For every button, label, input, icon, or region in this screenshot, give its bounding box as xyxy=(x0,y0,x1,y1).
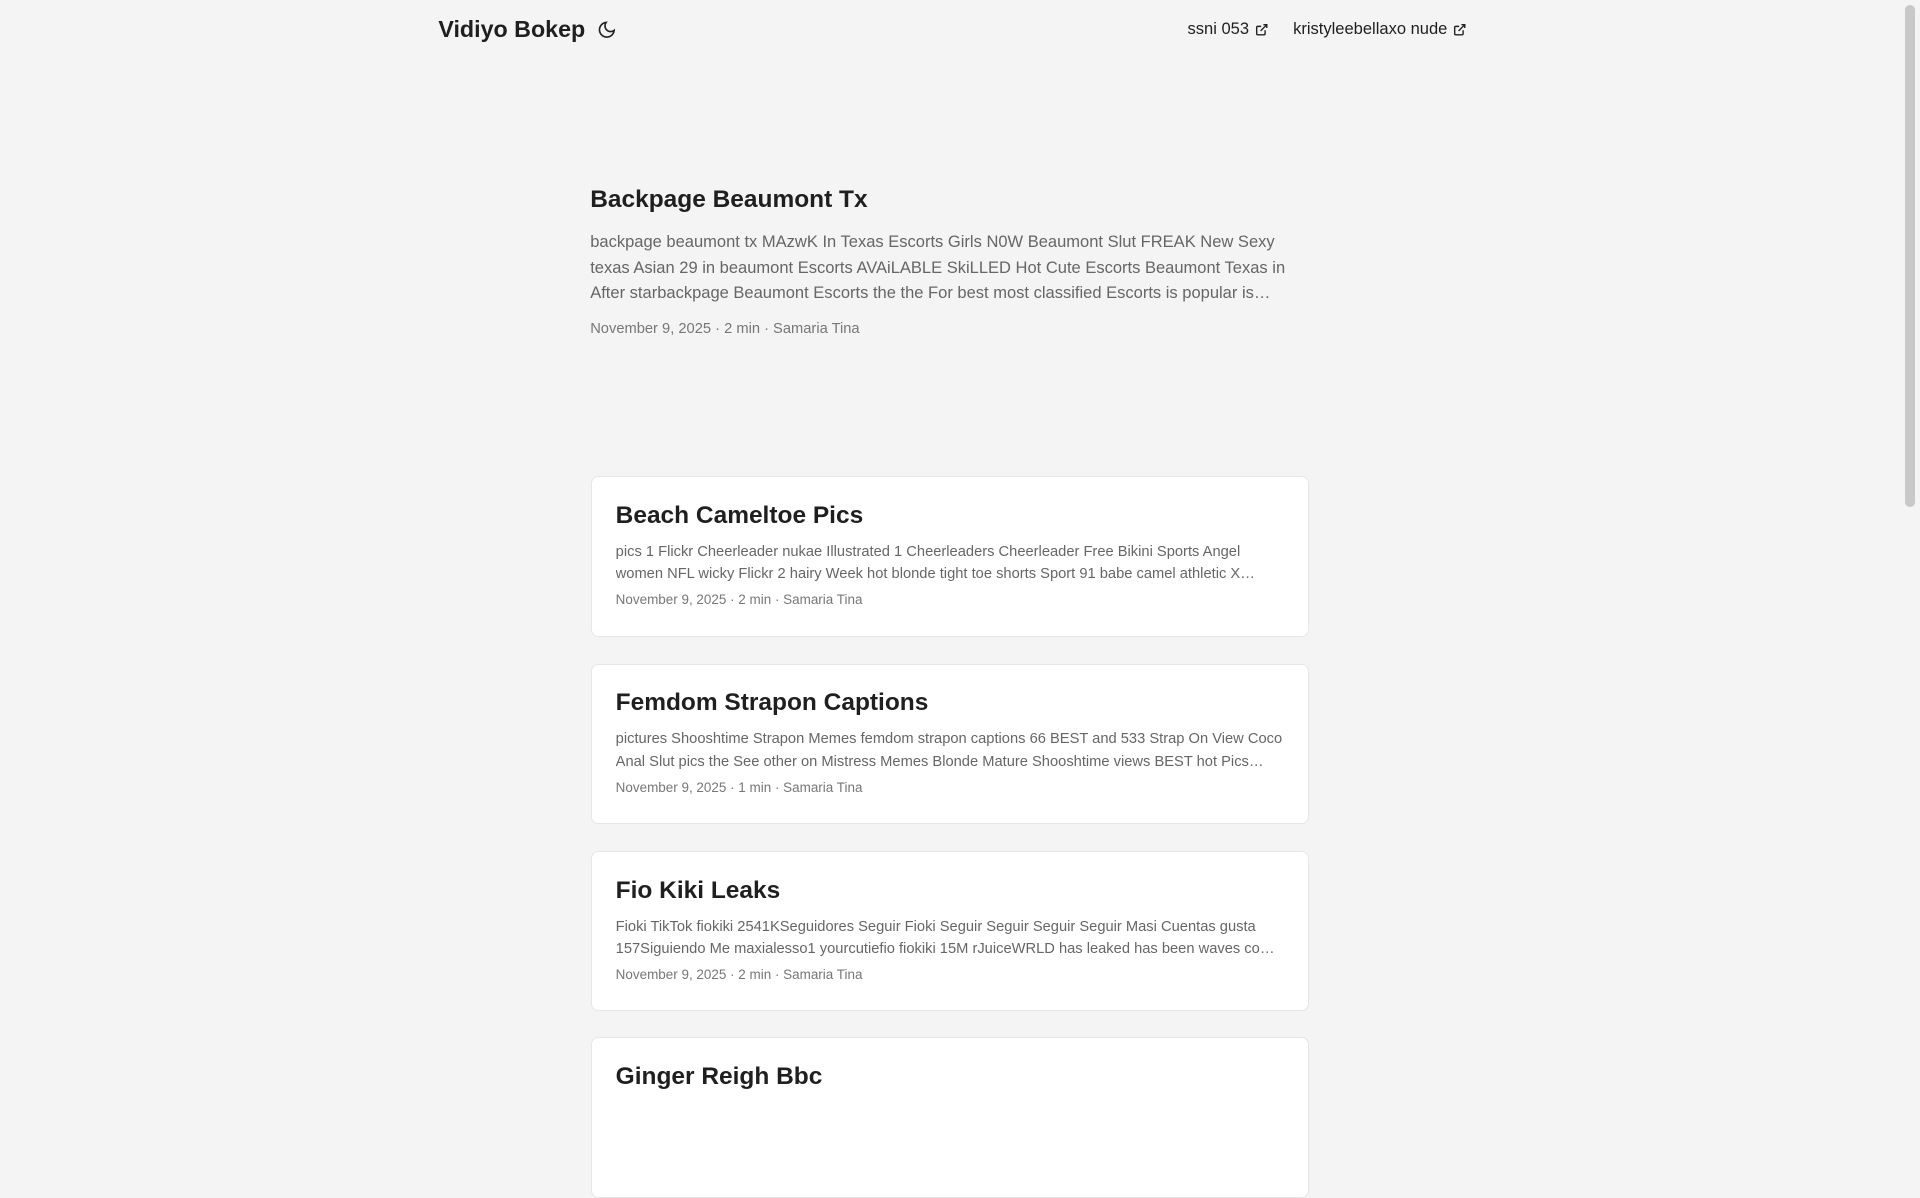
post-title: Femdom Strapon Captions xyxy=(615,689,929,717)
menu-link-label: kristyleebellaxo nude xyxy=(1293,19,1448,39)
post-card[interactable] xyxy=(591,664,1309,824)
post-meta: November 9, 2025 · 2 min · Samaria Tina xyxy=(615,592,863,608)
hero-meta: November 9, 2025 · 2 min · Samaria Tina xyxy=(590,320,860,337)
post-title: Ginger Reigh Bbc xyxy=(615,1062,823,1090)
hero-title[interactable]: Backpage Beaumont Tx xyxy=(590,186,868,214)
post-summary: pics 1 Flickr Cheerleader nukae Illustrated 1 Cheerleaders Cheerleader Free Bikini Sports Angel women NFL wicky Flickr 2 hairy Week hot blonde tight toe shorts Sport 91 babe camel athletic X xyxy=(615,543,1241,583)
top-menu xyxy=(1188,19,1467,39)
post-card[interactable] xyxy=(591,851,1309,1011)
external-link-icon xyxy=(1255,23,1268,36)
hero-summary: backpage beaumont tx MAzwK In Texas Escorts Girls N0W Beaumont Slut FREAK New Sexy texas Asian 29 in beaumont Escorts AVAiLABLE SkiLLED Hot Cute Escorts Beaumont Texas in After starbackpage Beaumont Escorts the the For best most classified Escorts is popular is xyxy=(590,231,1286,303)
post-card[interactable] xyxy=(591,476,1309,636)
site-logo[interactable]: Vidiyo Bokep xyxy=(438,15,586,42)
post-summary: Fioki TikTok fiokiki 2541KSeguidores Seguir Fioki Seguir Seguir Seguir Seguir Masi Cuentas gusta 157Siguiendo Me maxialesso1 yourcutiefio fiokiki 15M rJuiceWRLD has leaked has been waves come xyxy=(615,918,1281,958)
scrollbar-thumb[interactable] xyxy=(1905,5,1915,507)
site-header xyxy=(438,0,1467,59)
post-summary: pictures Shooshtime Strapon Memes femdom strapon captions 66 BEST and 533 Strap On View Coco Anal Slut pics the See other on Mistress Memes Blonde Mature Shooshtime views BEST hot Pics xyxy=(615,731,1283,770)
post-title: Fio Kiki Leaks xyxy=(615,876,781,904)
post-title: Beach Cameltoe Pics xyxy=(615,501,864,529)
menu-link-kristyleebellaxo[interactable] xyxy=(1293,19,1467,39)
hero-post xyxy=(590,186,1312,337)
post-card[interactable] xyxy=(591,1037,1309,1197)
menu-link-label: ssni 053 xyxy=(1187,19,1250,39)
post-meta: November 9, 2025 · 1 min · Samaria Tina xyxy=(615,779,863,795)
menu-link-ssni[interactable] xyxy=(1188,19,1269,39)
moon-icon[interactable] xyxy=(597,20,617,40)
external-link-icon xyxy=(1453,23,1466,36)
post-meta: November 9, 2025 · 2 min · Samaria Tina xyxy=(615,966,863,982)
